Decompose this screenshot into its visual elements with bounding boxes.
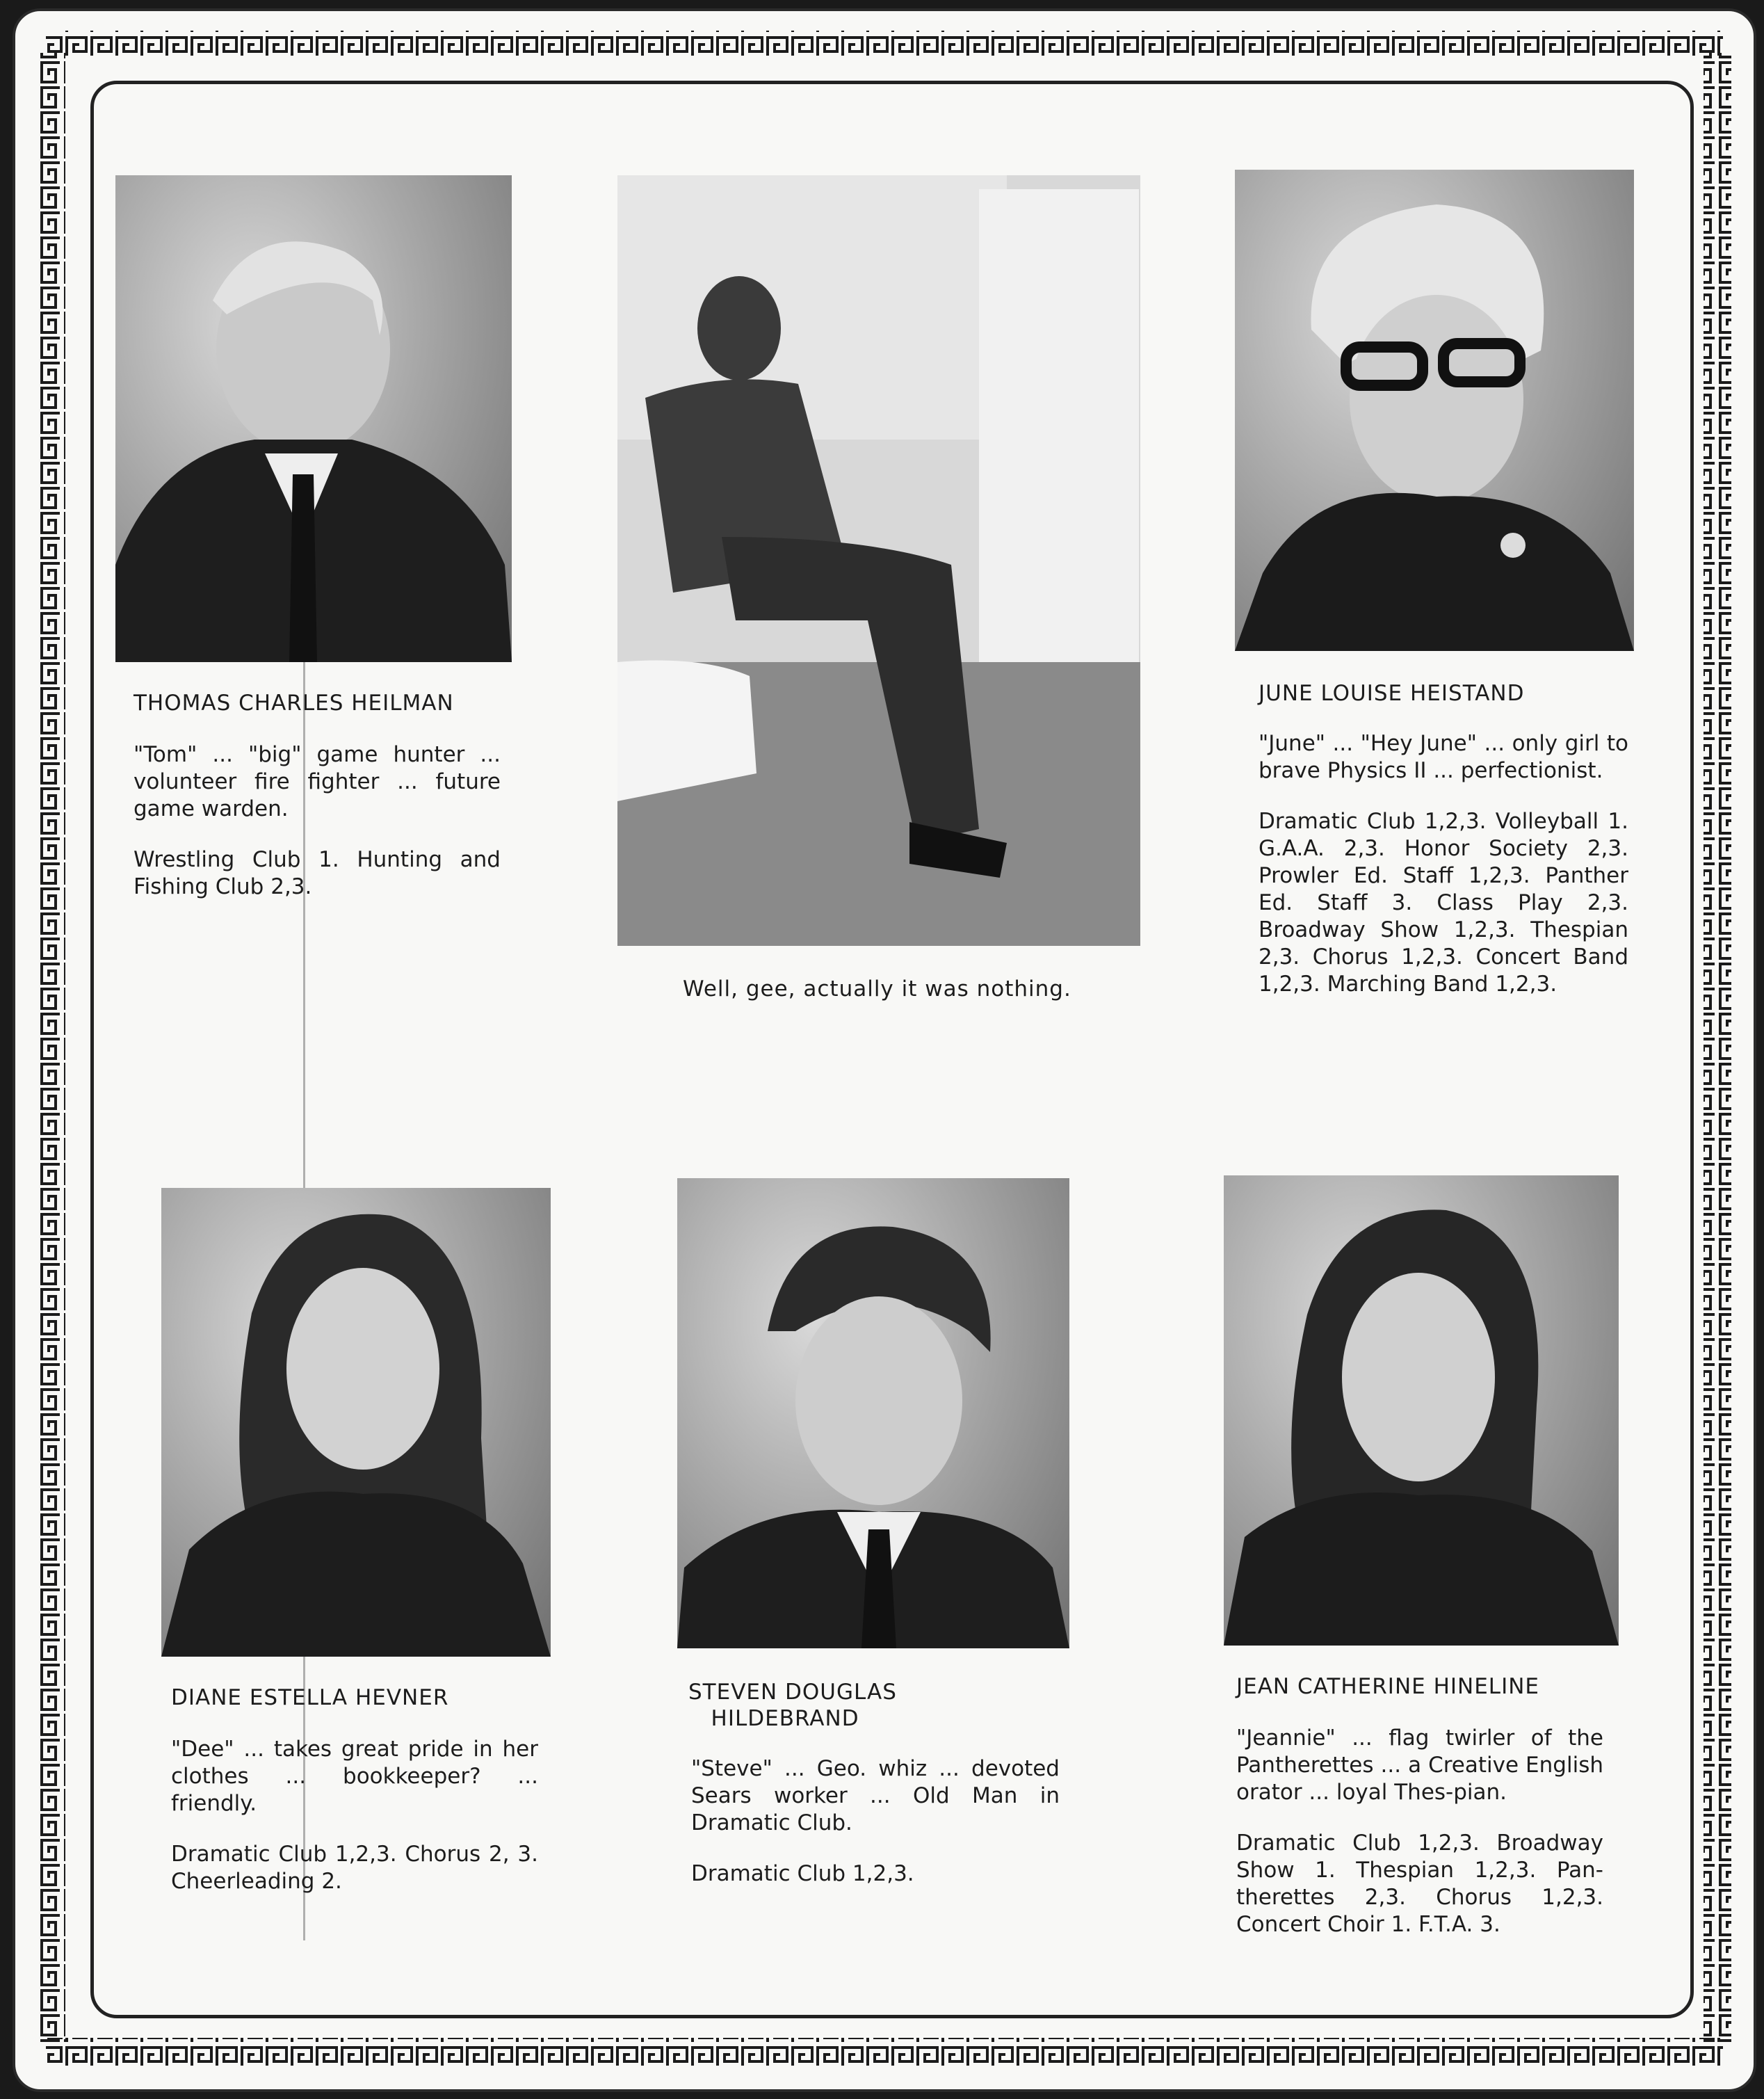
portrait-jean-hineline xyxy=(1224,1175,1619,1646)
student-name: DIANE ESTELLA HEVNER xyxy=(171,1685,449,1710)
student-description: "Tom" ... "big" game hunter ... volunteer fire fighter ... future game warden. xyxy=(133,742,501,821)
portrait-steven-hildebrand xyxy=(677,1178,1069,1648)
student-bio xyxy=(133,741,501,924)
student-name: JUNE LOUISE HEISTAND xyxy=(1259,681,1525,706)
student-name: STEVEN DOUGLAS HILDEBRAND xyxy=(688,1680,897,1731)
student-description: "June" ... "Hey June" ... only girl to brave Physics II ... perfectionist. xyxy=(1259,731,1628,783)
student-activities: Dramatic Club 1,2,3. Broadway Show 1. Thespian 1,2,3. Pan-therettes 2,3. Chorus 1,2,3. Concert Choir 1. F.T.A. 3. xyxy=(1236,1831,1603,1937)
student-activities: Dramatic Club 1,2,3. Chorus 2, 3. Cheerleading 2. xyxy=(171,1842,538,1894)
student-activities: Dramatic Club 1,2,3. Volleyball 1. G.A.A. 2,3. Honor Society 2,3. Prowler Ed. Staff 1,2,3. Panther Ed. Staff 3. Class Play 2,3. Broadway Show 1,2,3. Thespian 2,3. Chorus 1,2,3. Concert Band 1,2,3. Marching Band 1,2,3. xyxy=(1259,809,1628,997)
student-activities: Wrestling Club 1. Hunting and Fishing Club 2,3. xyxy=(133,847,501,899)
student-name: JEAN CATHERINE HINELINE xyxy=(1236,1674,1539,1699)
student-bio xyxy=(171,1736,538,1919)
student-description: "Jeannie" ... flag twirler of the Pantherettes ... a Creative English orator ... loyal Thes-pian. xyxy=(1236,1726,1603,1805)
student-description: "Dee" ... takes great pride in her clothes ... bookkeeper? ... friendly. xyxy=(171,1737,538,1816)
student-description: "Steve" ... Geo. whiz ... devoted Sears worker ... Old Man in Dramatic Club. xyxy=(691,1756,1060,1835)
portrait-diane-hevner xyxy=(161,1188,551,1657)
student-name: THOMAS CHARLES HEILMAN xyxy=(133,691,454,716)
student-bio xyxy=(1236,1725,1603,1962)
student-bio xyxy=(1259,730,1628,1022)
candid-photo xyxy=(617,175,1140,946)
student-activities: Dramatic Club 1,2,3. xyxy=(691,1861,914,1886)
student-bio xyxy=(691,1755,1060,1911)
portrait-june-heistand xyxy=(1235,170,1634,651)
candid-caption: Well, gee, actually it was nothing. xyxy=(683,976,1071,1002)
portrait-thomas-heilman xyxy=(115,175,512,662)
